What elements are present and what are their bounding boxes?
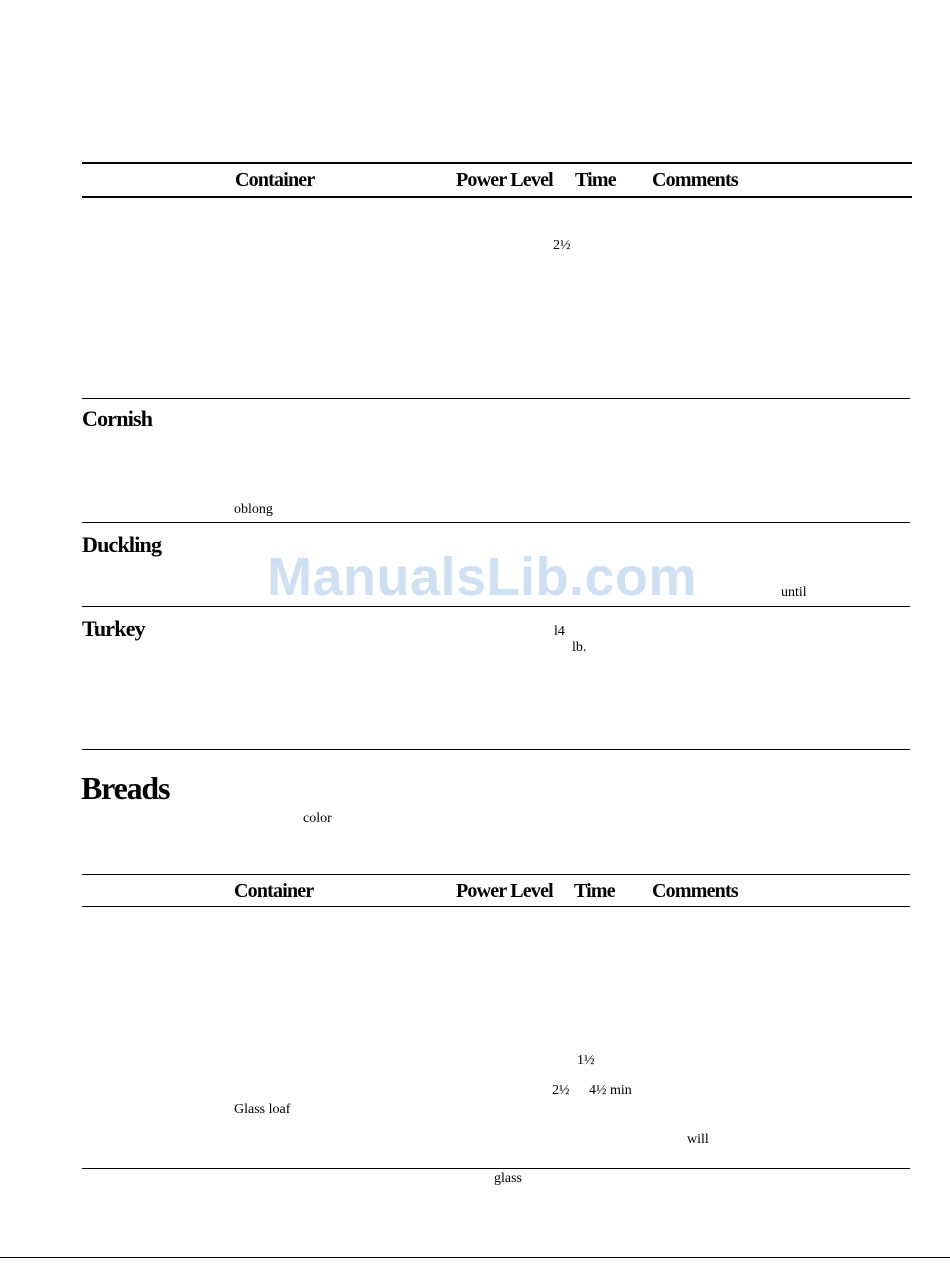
breads-intro-fragment: color bbox=[303, 811, 332, 826]
breads-time-fragment-b: 2½ bbox=[552, 1083, 570, 1098]
table2-header-bottom-rule bbox=[82, 906, 910, 907]
table1-header-container: Container bbox=[235, 169, 315, 191]
breads-section-title: Breads bbox=[81, 770, 170, 806]
cornish-title: Cornish bbox=[82, 406, 153, 431]
row1-time-fragment: 2½ bbox=[553, 238, 571, 253]
breads-container-fragment: Glass loaf bbox=[234, 1102, 291, 1117]
watermark-text: ManualsLib.com bbox=[267, 547, 698, 607]
breads-time-fragment-c: 4½ min bbox=[589, 1083, 632, 1098]
row-divider bbox=[82, 522, 910, 523]
turkey-time-fragment-2: lb. bbox=[572, 640, 587, 655]
turkey-time-fragment-1: l4 bbox=[554, 624, 565, 639]
table2-header-power-level: Power Level bbox=[456, 880, 553, 902]
table1-header-comments: Comments bbox=[652, 169, 738, 191]
turkey-title: Turkey bbox=[82, 616, 145, 641]
table2-header-container: Container bbox=[234, 880, 314, 902]
table1-header-power-level: Power Level bbox=[456, 169, 553, 191]
table1-header-time: Time bbox=[575, 169, 616, 191]
page-bottom-rule bbox=[0, 1257, 950, 1258]
table1-header-top-rule bbox=[82, 162, 912, 164]
table1-bottom-rule bbox=[82, 749, 910, 750]
table2-header-top-rule bbox=[82, 874, 910, 875]
table1-header-bottom-rule bbox=[82, 196, 912, 198]
breads-footer-fragment: glass bbox=[494, 1171, 522, 1186]
row-divider bbox=[82, 398, 910, 399]
breads-time-fragment-a: 1½ bbox=[577, 1053, 595, 1068]
table2-bottom-rule bbox=[82, 1168, 910, 1169]
breads-comments-fragment: will bbox=[687, 1132, 709, 1147]
table2-header-time: Time bbox=[574, 880, 615, 902]
duckling-comments-fragment: until bbox=[781, 585, 807, 600]
table2-header-comments: Comments bbox=[652, 880, 738, 902]
duckling-title: Duckling bbox=[82, 532, 162, 557]
cornish-container-fragment: oblong bbox=[234, 502, 273, 517]
